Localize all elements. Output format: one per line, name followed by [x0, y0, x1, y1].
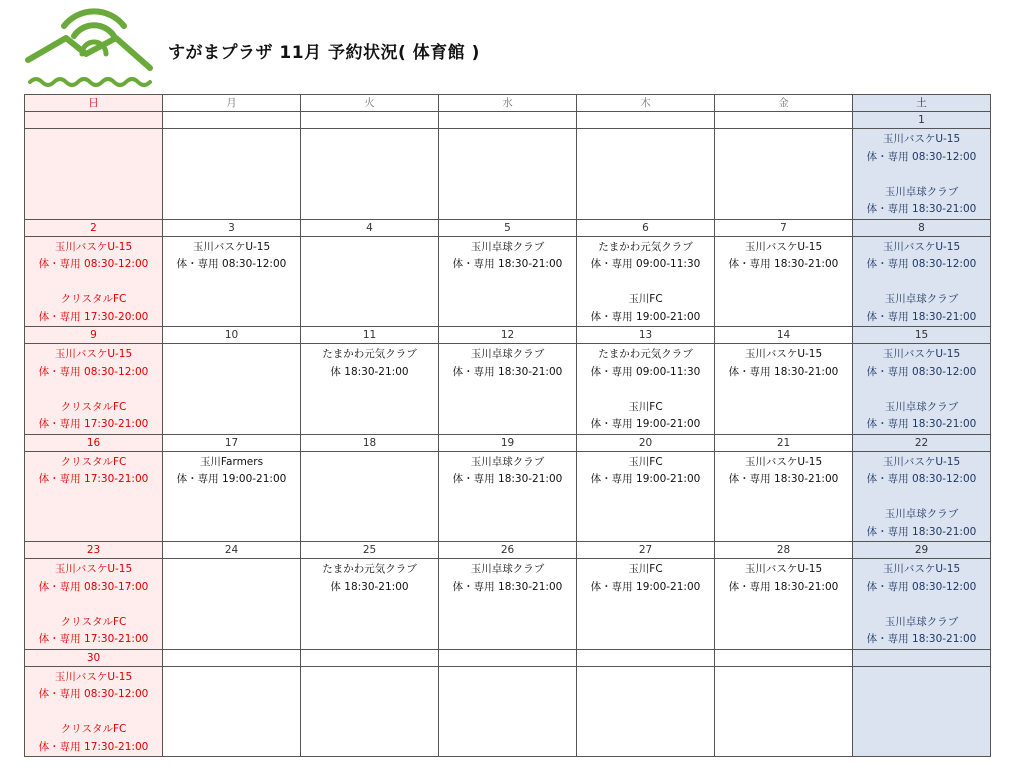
day-number: 3	[163, 219, 301, 236]
reservation-time: 体・専用 09:00-11:30	[590, 258, 701, 270]
reservation-entry	[853, 614, 990, 649]
reservation-entry	[25, 561, 162, 596]
day-cell	[301, 236, 439, 327]
reservation-entry	[25, 291, 162, 326]
day-cell	[301, 344, 439, 435]
day-cell	[25, 451, 163, 542]
day-events	[577, 129, 714, 131]
day-events	[853, 452, 990, 542]
day-cell	[439, 451, 577, 542]
reservation-time: 体・専用 08:30-12:00	[38, 688, 149, 700]
reservation-time: 体・専用 18:30-21:00	[866, 203, 977, 215]
reservation-entry	[715, 561, 852, 596]
weekday-header: 土	[853, 95, 991, 112]
day-number	[25, 112, 163, 129]
events-row	[25, 666, 991, 757]
reservation-group-name: たまかわ元気クラブ	[598, 348, 693, 360]
reservation-group-name: 玉川バスケU-15	[744, 348, 823, 360]
day-number: 13	[577, 327, 715, 344]
day-number	[439, 112, 577, 129]
events-row	[25, 451, 991, 542]
day-cell	[301, 559, 439, 650]
day-number	[301, 649, 439, 666]
reservation-group-name: 玉川Farmers	[199, 455, 264, 468]
reservation-time: 体・専用 08:30-12:00	[866, 580, 977, 593]
day-cell	[577, 129, 715, 220]
day-cell	[853, 451, 991, 542]
reservation-entry	[853, 454, 990, 489]
day-events	[301, 237, 438, 239]
day-number-row	[25, 327, 991, 344]
day-events	[715, 344, 852, 381]
reservation-time: 体・専用 17:30-21:00	[38, 633, 149, 645]
reservation-group-name: 玉川卓球クラブ	[884, 185, 959, 198]
events-row	[25, 344, 991, 435]
weekday-header: 日	[25, 95, 163, 112]
reservation-entry	[577, 561, 714, 596]
day-cell	[163, 451, 301, 542]
day-events	[853, 559, 990, 649]
day-number: 18	[301, 434, 439, 451]
reservation-entry	[853, 346, 990, 381]
reservation-group-name: たまかわ元気クラブ	[322, 348, 417, 360]
reservation-time: 体・専用 08:30-12:00	[38, 365, 149, 378]
reservation-group-name: 玉川卓球クラブ	[470, 240, 545, 253]
reservation-entry	[25, 239, 162, 274]
reservation-entry	[853, 506, 990, 541]
day-events	[25, 452, 162, 489]
reservation-group-name: 玉川FC	[628, 563, 663, 575]
day-cell	[25, 236, 163, 327]
reservation-entry	[439, 561, 576, 596]
reservation-entry	[715, 239, 852, 274]
day-events	[577, 344, 714, 434]
page-title: すがまプラザ 11月 予約状況( 体育館 )	[168, 43, 480, 63]
day-cell	[715, 666, 853, 757]
reservation-time: 体・専用 08:30-12:00	[866, 365, 977, 378]
reservation-group-name: 玉川バスケU-15	[744, 240, 823, 253]
day-number	[577, 649, 715, 666]
reservation-group-name: 玉川バスケU-15	[54, 348, 133, 360]
reservation-group-name: クリスタルFC	[60, 723, 127, 735]
reservation-entry	[577, 346, 714, 381]
day-cell	[163, 129, 301, 220]
day-number: 15	[853, 327, 991, 344]
reservation-group-name: 玉川FC	[628, 400, 663, 413]
reservation-group-name: 玉川バスケU-15	[54, 670, 133, 683]
day-cell	[853, 129, 991, 220]
reservation-entry	[853, 399, 990, 434]
reservation-entry	[577, 399, 714, 434]
reservation-time: 体・専用 19:00-21:00	[590, 418, 701, 430]
reservation-entry	[25, 454, 162, 489]
day-cell	[577, 344, 715, 435]
reservation-time: 体・専用 18:30-21:00	[866, 525, 977, 538]
day-number	[577, 112, 715, 129]
day-events	[163, 667, 300, 669]
reservation-group-name: たまかわ元気クラブ	[322, 563, 417, 575]
day-number: 19	[439, 434, 577, 451]
reservation-group-name: 玉川バスケU-15	[882, 133, 961, 145]
reservation-time: 体 18:30-21:00	[330, 365, 409, 378]
day-events	[715, 559, 852, 596]
day-number	[715, 649, 853, 666]
reservation-entry	[163, 239, 300, 274]
reservation-time: 体・専用 18:30-21:00	[866, 633, 977, 645]
day-number: 23	[25, 542, 163, 559]
day-cell	[853, 344, 991, 435]
reservation-group-name: 玉川バスケU-15	[882, 455, 961, 468]
reservation-entry	[715, 346, 852, 381]
reservation-entry	[715, 454, 852, 489]
day-number-row	[25, 434, 991, 451]
day-events	[301, 559, 438, 596]
reservation-time: 体・専用 18:30-21:00	[452, 580, 563, 593]
reservation-group-name: たまかわ元気クラブ	[598, 240, 693, 253]
day-number: 28	[715, 542, 853, 559]
day-number: 24	[163, 542, 301, 559]
day-events	[25, 344, 162, 434]
page-header	[0, 0, 1020, 94]
reservation-entry	[439, 346, 576, 381]
reservation-time: 体・専用 08:30-12:00	[866, 258, 977, 270]
day-events	[301, 667, 438, 669]
reservation-group-name: 玉川卓球クラブ	[884, 400, 959, 413]
day-cell	[715, 236, 853, 327]
reservation-group-name: 玉川バスケU-15	[744, 563, 823, 575]
weekday-header-row	[25, 95, 991, 112]
day-events	[163, 344, 300, 346]
day-events	[25, 559, 162, 649]
reservation-time: 体・専用 18:30-21:00	[866, 310, 977, 323]
day-cell	[577, 236, 715, 327]
day-cell	[439, 129, 577, 220]
day-events	[25, 237, 162, 327]
day-cell	[301, 129, 439, 220]
reservation-entry	[853, 239, 990, 274]
reservation-time: 体・専用 18:30-21:00	[452, 365, 563, 378]
reservation-group-name: 玉川バスケU-15	[54, 563, 133, 575]
reservation-time: 体・専用 17:30-21:00	[38, 473, 149, 485]
day-number: 1	[853, 112, 991, 129]
reservation-time: 体・専用 19:00-21:00	[176, 473, 287, 485]
reservation-group-name: 玉川バスケU-15	[882, 563, 961, 575]
day-number-row	[25, 542, 991, 559]
reservation-group-name: 玉川卓球クラブ	[470, 455, 545, 468]
day-cell	[439, 344, 577, 435]
reservation-time: 体・専用 18:30-21:00	[728, 258, 839, 270]
day-events	[715, 452, 852, 489]
day-number: 14	[715, 327, 853, 344]
reservation-entry	[439, 454, 576, 489]
reservation-time: 体・専用 19:00-21:00	[590, 310, 701, 323]
day-number: 22	[853, 434, 991, 451]
day-number: 9	[25, 327, 163, 344]
reservation-group-name: 玉川FC	[628, 455, 663, 468]
reservation-entry	[301, 561, 438, 596]
day-number: 26	[439, 542, 577, 559]
reservation-entry	[439, 239, 576, 274]
day-events	[25, 129, 162, 131]
day-events	[439, 129, 576, 131]
day-events	[439, 452, 576, 489]
day-events	[577, 559, 714, 596]
reservation-time: 体・専用 19:00-21:00	[590, 580, 701, 593]
reservation-entry	[853, 561, 990, 596]
day-cell	[715, 344, 853, 435]
reservation-group-name: クリスタルFC	[60, 293, 127, 305]
day-number: 30	[25, 649, 163, 666]
day-events	[301, 452, 438, 454]
reservation-entry	[25, 346, 162, 381]
day-cell	[25, 666, 163, 757]
reservation-group-name: 玉川バスケU-15	[744, 455, 823, 468]
day-number: 6	[577, 219, 715, 236]
reservation-group-name: 玉川卓球クラブ	[884, 615, 959, 628]
day-number	[853, 649, 991, 666]
day-events	[439, 344, 576, 381]
weekday-header: 木	[577, 95, 715, 112]
reservation-time: 体・専用 17:30-21:00	[38, 740, 149, 753]
plaza-logo-icon	[24, 8, 154, 92]
day-number: 2	[25, 219, 163, 236]
reservation-time: 体 18:30-21:00	[330, 580, 409, 593]
day-events	[715, 129, 852, 131]
day-events	[715, 667, 852, 669]
day-cell	[715, 129, 853, 220]
events-row	[25, 236, 991, 327]
reservation-time: 体・専用 17:30-21:00	[38, 418, 149, 430]
day-number: 11	[301, 327, 439, 344]
reservation-time: 体・専用 18:30-21:00	[452, 258, 563, 270]
day-events	[163, 559, 300, 561]
reservation-time: 体・専用 09:00-11:30	[590, 365, 701, 378]
reservation-time: 体・専用 18:30-21:00	[452, 473, 563, 485]
day-number: 17	[163, 434, 301, 451]
day-number: 16	[25, 434, 163, 451]
reservation-group-name: 玉川バスケU-15	[882, 348, 961, 360]
reservation-group-name: クリスタルFC	[60, 400, 127, 413]
reservation-group-name: クリスタルFC	[60, 615, 127, 628]
day-number: 25	[301, 542, 439, 559]
day-number-row	[25, 649, 991, 666]
reservation-entry	[25, 721, 162, 756]
day-events	[163, 452, 300, 489]
reservation-group-name: 玉川卓球クラブ	[884, 293, 959, 305]
day-cell	[853, 236, 991, 327]
day-cell	[25, 559, 163, 650]
events-row	[25, 559, 991, 650]
reservation-entry	[577, 454, 714, 489]
day-cell	[301, 451, 439, 542]
day-cell	[715, 451, 853, 542]
day-cell	[853, 666, 991, 757]
day-cell	[163, 559, 301, 650]
day-cell	[853, 559, 991, 650]
reservation-time: 体・専用 18:30-21:00	[866, 418, 977, 430]
day-events	[577, 452, 714, 489]
reservation-entry	[577, 291, 714, 326]
reservation-group-name: 玉川バスケU-15	[54, 240, 133, 253]
calendar-body	[25, 112, 991, 757]
day-number: 20	[577, 434, 715, 451]
reservation-time: 体・専用 08:30-12:00	[866, 150, 977, 163]
reservation-entry	[25, 399, 162, 434]
day-cell	[439, 666, 577, 757]
reservation-entry	[853, 131, 990, 166]
day-number: 12	[439, 327, 577, 344]
reservation-group-name: 玉川バスケU-15	[192, 240, 271, 253]
day-number-row	[25, 219, 991, 236]
day-events	[163, 129, 300, 131]
day-number: 10	[163, 327, 301, 344]
day-cell	[25, 129, 163, 220]
day-number: 27	[577, 542, 715, 559]
day-cell	[163, 236, 301, 327]
day-cell	[163, 666, 301, 757]
reservation-time: 体・専用 19:00-21:00	[590, 473, 701, 485]
weekday-header: 金	[715, 95, 853, 112]
day-events	[853, 237, 990, 327]
day-events	[439, 667, 576, 669]
day-cell	[301, 666, 439, 757]
day-events	[715, 237, 852, 274]
day-events	[25, 667, 162, 757]
reservation-group-name: クリスタルFC	[60, 455, 127, 468]
day-number: 8	[853, 219, 991, 236]
day-number	[163, 112, 301, 129]
reservation-time: 体・専用 18:30-21:00	[728, 580, 839, 593]
day-events	[439, 237, 576, 274]
reservation-time: 体・専用 08:30-12:00	[38, 258, 149, 270]
day-number	[301, 112, 439, 129]
reservation-group-name: 玉川卓球クラブ	[470, 348, 545, 360]
weekday-header: 月	[163, 95, 301, 112]
reservation-time: 体・専用 08:30-17:00	[38, 580, 149, 593]
reservation-group-name: 玉川バスケU-15	[882, 240, 961, 253]
day-events	[163, 237, 300, 274]
day-number-row	[25, 112, 991, 129]
day-events	[853, 667, 990, 669]
day-cell	[577, 666, 715, 757]
day-cell	[439, 236, 577, 327]
reservation-group-name: 玉川FC	[628, 293, 663, 305]
reservation-group-name: 玉川卓球クラブ	[884, 508, 959, 520]
day-number: 21	[715, 434, 853, 451]
calendar-table	[24, 94, 991, 757]
day-number	[163, 649, 301, 666]
day-number: 29	[853, 542, 991, 559]
day-cell	[163, 344, 301, 435]
day-cell	[25, 344, 163, 435]
reservation-entry	[853, 291, 990, 326]
weekday-header: 火	[301, 95, 439, 112]
day-number: 4	[301, 219, 439, 236]
day-events	[853, 344, 990, 434]
day-number	[715, 112, 853, 129]
day-events	[853, 129, 990, 219]
day-number	[439, 649, 577, 666]
reservation-group-name: 玉川卓球クラブ	[470, 563, 545, 575]
reservation-entry	[163, 454, 300, 489]
day-events	[439, 559, 576, 596]
reservation-time: 体・専用 18:30-21:00	[728, 365, 839, 378]
reservation-entry	[25, 614, 162, 649]
day-number: 5	[439, 219, 577, 236]
day-cell	[577, 451, 715, 542]
day-cell	[439, 559, 577, 650]
day-cell	[577, 559, 715, 650]
reservation-time: 体・専用 08:30-12:00	[866, 473, 977, 485]
reservation-time: 体・専用 17:30-20:00	[38, 310, 149, 323]
day-cell	[715, 559, 853, 650]
reservation-entry	[577, 239, 714, 274]
day-number: 7	[715, 219, 853, 236]
day-events	[577, 237, 714, 327]
reservation-time: 体・専用 08:30-12:00	[176, 258, 287, 270]
weekday-header: 水	[439, 95, 577, 112]
reservation-entry	[853, 184, 990, 219]
reservation-time: 体・専用 18:30-21:00	[728, 473, 839, 485]
reservation-entry	[301, 346, 438, 381]
reservation-entry	[25, 669, 162, 704]
day-events	[301, 129, 438, 131]
day-events	[301, 344, 438, 381]
events-row	[25, 129, 991, 220]
day-events	[577, 667, 714, 669]
